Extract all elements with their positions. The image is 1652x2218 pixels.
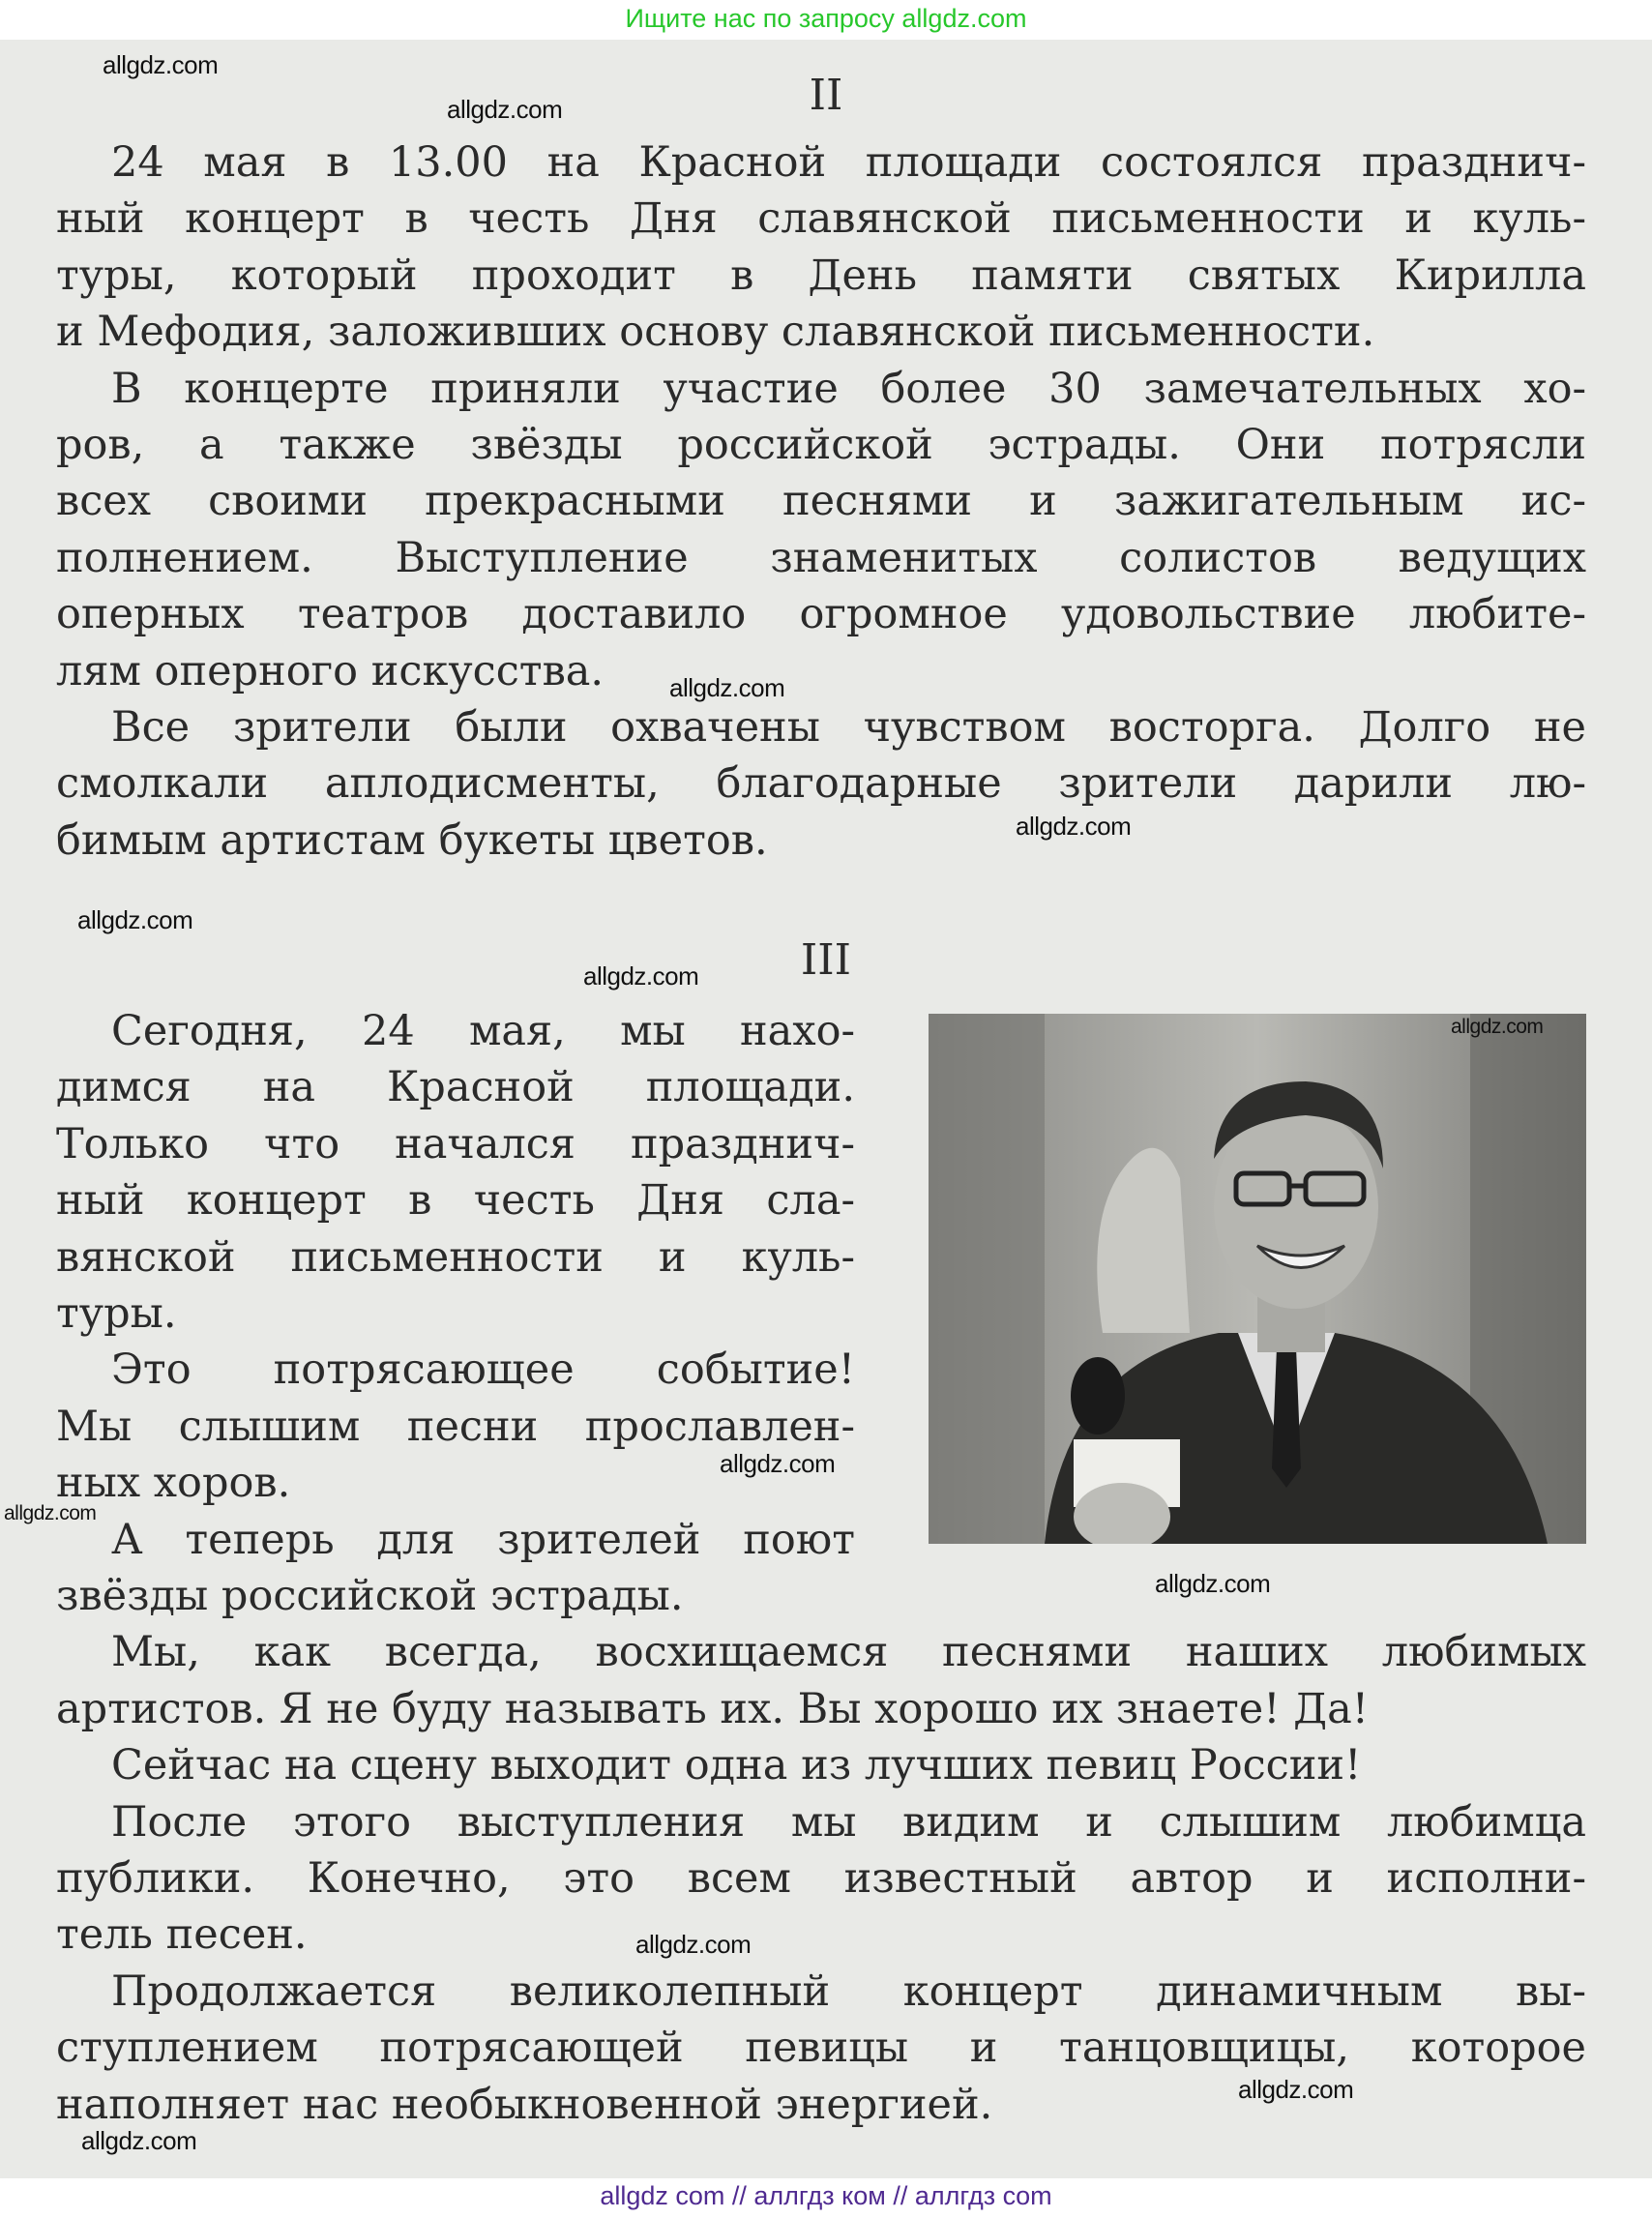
watermark: allgdz.com bbox=[1451, 1016, 1544, 1038]
microphone bbox=[1071, 1357, 1125, 1434]
paragraph-line: ров, а также звёзды российской эстрады. Они потрясли bbox=[56, 421, 1586, 469]
paragraph-line: оперных театров доставило огромное удовольствие любите- bbox=[56, 590, 1586, 639]
watermark: allgdz.com bbox=[720, 1449, 836, 1478]
paragraph-line: звёзды российской эстрады. bbox=[56, 1572, 684, 1620]
paragraph-line: В концерте приняли участие более 30 замечательных хо- bbox=[111, 364, 1586, 413]
watermark: allgdz.com bbox=[447, 95, 563, 124]
paragraph-line: Мы слышим песни прославлен- bbox=[56, 1402, 855, 1451]
paragraph-line: ный концерт в честь Дня славянской письменности и куль- bbox=[56, 194, 1586, 244]
paragraph-line: димся на Красной площади. bbox=[56, 1063, 855, 1112]
paragraph-line: тель песен. bbox=[56, 1910, 308, 1960]
top-banner: Ищите нас по запросу allgdz.com bbox=[0, 0, 1652, 40]
paragraph-line: 24 мая в 13.00 на Красной площади состоялся празднич- bbox=[111, 138, 1586, 187]
paragraph-line: Продолжается великолепный концерт динамичным вы- bbox=[111, 1967, 1586, 2016]
reporter-photo bbox=[929, 1014, 1586, 1544]
paragraph-line: всех своими прекрасными песнями и зажигательным ис- bbox=[56, 477, 1586, 526]
paragraph-line: полнением. Выступление знаменитых солистов ведущих bbox=[56, 533, 1586, 582]
watermark: allgdz.com bbox=[583, 961, 699, 991]
paragraph-line: смолкали аплодисменты, благодарные зрители дарили лю- bbox=[56, 759, 1586, 809]
paragraph-line: вянской письменности и куль- bbox=[56, 1232, 855, 1282]
paragraph-line: ный концерт в честь Дня сла- bbox=[56, 1176, 855, 1226]
paragraph-line: публики. Конечно, это всем известный автор и исполни- bbox=[56, 1854, 1586, 1903]
watermark: allgdz.com bbox=[4, 1502, 97, 1524]
watermark: allgdz.com bbox=[1016, 812, 1132, 841]
bottom-banner: allgdz com // аллгдз ком // аллгдз com bbox=[0, 2178, 1652, 2218]
paragraph-line: и Мефодия, заложивших основу славянской письменности. bbox=[56, 308, 1375, 357]
face bbox=[1214, 1106, 1378, 1309]
paragraph-line: Сейчас на сцену выходит одна из лучших певиц России! bbox=[111, 1741, 1362, 1790]
watermark: allgdz.com bbox=[1155, 1569, 1271, 1598]
paragraph-line: туры. bbox=[56, 1289, 177, 1338]
section-heading: II bbox=[809, 71, 843, 120]
paragraph-line: ных хоров. bbox=[56, 1459, 291, 1508]
watermark: allgdz.com bbox=[669, 673, 785, 702]
paragraph-line: лям оперного искусства. bbox=[56, 646, 605, 695]
paragraph-line: Это потрясающее событие! bbox=[111, 1346, 855, 1395]
watermark: allgdz.com bbox=[1238, 2075, 1354, 2104]
paragraph-line: А теперь для зрителей поют bbox=[111, 1515, 855, 1564]
watermark: allgdz.com bbox=[81, 2126, 197, 2155]
paragraph-line: Мы, как всегда, восхищаемся песнями наших любимых bbox=[111, 1628, 1586, 1677]
paragraph-line: артистов. Я не буду называть их. Вы хорошо их знаете! Да! bbox=[56, 1684, 1370, 1733]
section-heading: III bbox=[800, 935, 852, 985]
paragraph-line: туры, который проходит в День памяти святых Кирилла bbox=[56, 251, 1586, 300]
watermark: allgdz.com bbox=[635, 1930, 752, 1959]
paragraph-line: бимым артистам букеты цветов. bbox=[56, 815, 768, 865]
paragraph-line: После этого выступления мы видим и слышим любимца bbox=[111, 1797, 1586, 1847]
paragraph-line: Все зрители были охвачены чувством восторга. Долго не bbox=[111, 703, 1586, 752]
paragraph-line: ступлением потрясающей певицы и танцовщицы, которое bbox=[56, 2024, 1586, 2073]
paragraph-line: Только что начался празднич- bbox=[56, 1119, 855, 1168]
watermark: allgdz.com bbox=[77, 905, 193, 934]
watermark: allgdz.com bbox=[103, 50, 219, 79]
paragraph-line: наполняет нас необыкновенной энергией. bbox=[56, 2080, 993, 2129]
paragraph-line: Сегодня, 24 мая, мы нахо- bbox=[111, 1007, 855, 1055]
